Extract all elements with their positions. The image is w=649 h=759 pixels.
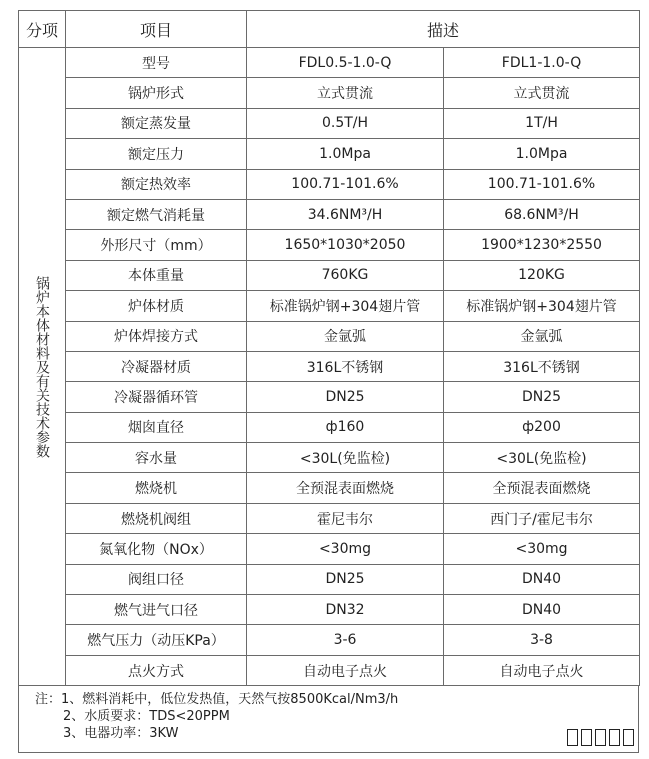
value-cell-col2: 自动电子点火 <box>444 655 640 685</box>
table-row <box>19 534 640 564</box>
value-cell-col1: 760KG <box>247 260 444 290</box>
value-cell-col2: 316L不锈钢 <box>444 351 640 381</box>
value-cell-col1: 全预混表面燃烧 <box>247 473 444 503</box>
table-row <box>19 564 640 594</box>
item-cell: 额定压力 <box>66 139 247 169</box>
item-cell: 冷凝器材质 <box>66 351 247 381</box>
item-cell: 烟囱直径 <box>66 412 247 442</box>
value-cell-col2: 全预混表面燃烧 <box>444 473 640 503</box>
table-row <box>19 503 640 533</box>
item-cell: 额定热效率 <box>66 169 247 199</box>
item-cell: 阀组口径 <box>66 564 247 594</box>
table-row <box>19 321 640 351</box>
value-cell-col1: DN25 <box>247 564 444 594</box>
table-row <box>19 260 640 290</box>
table-row <box>19 595 640 625</box>
table-row <box>19 351 640 381</box>
value-cell-col2: 1900*1230*2550 <box>444 230 640 260</box>
table-row <box>19 48 640 78</box>
table-row <box>19 473 640 503</box>
missing-glyph-boxes <box>567 729 634 746</box>
value-cell-col2: <30L(免监检) <box>444 443 640 473</box>
item-cell: 锅炉形式 <box>66 78 247 108</box>
table-row <box>19 412 640 442</box>
note-line-3: 3、电器功率：3KW <box>63 726 179 742</box>
table-row <box>19 230 640 260</box>
missing-glyph-box <box>581 729 592 746</box>
value-cell-col1: FDL0.5-1.0-Q <box>247 48 444 78</box>
value-cell-col1: 金氩弧 <box>247 321 444 351</box>
missing-glyph-box <box>623 729 634 746</box>
value-cell-col1: 3-6 <box>247 625 444 655</box>
item-cell: 本体重量 <box>66 260 247 290</box>
value-cell-col2: 1T/H <box>444 108 640 138</box>
item-cell: 外形尺寸（mm） <box>66 230 247 260</box>
value-cell-col2: 100.71-101.6% <box>444 169 640 199</box>
item-cell: 燃烧机阀组 <box>66 503 247 533</box>
category-cell: 锅炉本体材料及有关技术参数 <box>19 48 66 686</box>
value-cell-col1: ф160 <box>247 412 444 442</box>
value-cell-col2: 68.6NM³/H <box>444 199 640 229</box>
item-cell: 燃气压力（动压KPa） <box>66 625 247 655</box>
value-cell-col1: 1650*1030*2050 <box>247 230 444 260</box>
value-cell-col2: 1.0Mpa <box>444 139 640 169</box>
item-cell: 额定蒸发量 <box>66 108 247 138</box>
value-cell-col1: 100.71-101.6% <box>247 169 444 199</box>
value-cell-col1: <30mg <box>247 534 444 564</box>
value-cell-col2: 立式贯流 <box>444 78 640 108</box>
value-cell-col2: FDL1-1.0-Q <box>444 48 640 78</box>
table-row <box>19 655 640 685</box>
table-row <box>19 108 640 138</box>
value-cell-col1: 霍尼韦尔 <box>247 503 444 533</box>
missing-glyph-box <box>567 729 578 746</box>
value-cell-col2: 3-8 <box>444 625 640 655</box>
value-cell-col1: 34.6NM³/H <box>247 199 444 229</box>
value-cell-col2: ф200 <box>444 412 640 442</box>
item-cell: 燃气进气口径 <box>66 595 247 625</box>
value-cell-col2: 西门子/霍尼韦尔 <box>444 503 640 533</box>
item-cell: 点火方式 <box>66 655 247 685</box>
header-description: 描述 <box>247 11 640 48</box>
item-cell: 氮氧化物（NOx） <box>66 534 247 564</box>
item-cell: 燃烧机 <box>66 473 247 503</box>
value-cell-col1: DN25 <box>247 382 444 412</box>
value-cell-col2: 金氩弧 <box>444 321 640 351</box>
item-cell: 额定燃气消耗量 <box>66 199 247 229</box>
value-cell-col1: 标准锅炉钢+304翅片管 <box>247 291 444 321</box>
missing-glyph-box <box>609 729 620 746</box>
table-row <box>19 169 640 199</box>
table-header-row <box>19 11 640 48</box>
value-cell-col1: DN32 <box>247 595 444 625</box>
note-line-1: 注：1、燃料消耗中，低位发热值，天然气按8500Kcal/Nm3/h <box>35 692 399 708</box>
value-cell-col1: 自动电子点火 <box>247 655 444 685</box>
missing-glyph-box <box>595 729 606 746</box>
value-cell-col2: 标准锅炉钢+304翅片管 <box>444 291 640 321</box>
table-row <box>19 199 640 229</box>
header-category: 分项 <box>19 11 66 48</box>
value-cell-col2: 120KG <box>444 260 640 290</box>
value-cell-col1: 立式贯流 <box>247 78 444 108</box>
table-row <box>19 443 640 473</box>
table-row <box>19 625 640 655</box>
spec-table <box>18 10 640 686</box>
value-cell-col2: <30mg <box>444 534 640 564</box>
table-row <box>19 78 640 108</box>
spec-sheet <box>18 10 639 753</box>
value-cell-col1: 316L不锈钢 <box>247 351 444 381</box>
value-cell-col2: DN25 <box>444 382 640 412</box>
value-cell-col2: DN40 <box>444 595 640 625</box>
value-cell-col2: DN40 <box>444 564 640 594</box>
item-cell: 容水量 <box>66 443 247 473</box>
notes-section <box>18 686 639 753</box>
value-cell-col1: 0.5T/H <box>247 108 444 138</box>
item-cell: 炉体材质 <box>66 291 247 321</box>
item-cell: 冷凝器循环管 <box>66 382 247 412</box>
table-row <box>19 139 640 169</box>
table-row <box>19 382 640 412</box>
header-item: 项目 <box>66 11 247 48</box>
item-cell: 型号 <box>66 48 247 78</box>
note-line-2: 2、水质要求：TDS<20PPM <box>63 709 230 725</box>
value-cell-col1: <30L(免监检) <box>247 443 444 473</box>
item-cell: 炉体焊接方式 <box>66 321 247 351</box>
table-row <box>19 291 640 321</box>
value-cell-col1: 1.0Mpa <box>247 139 444 169</box>
